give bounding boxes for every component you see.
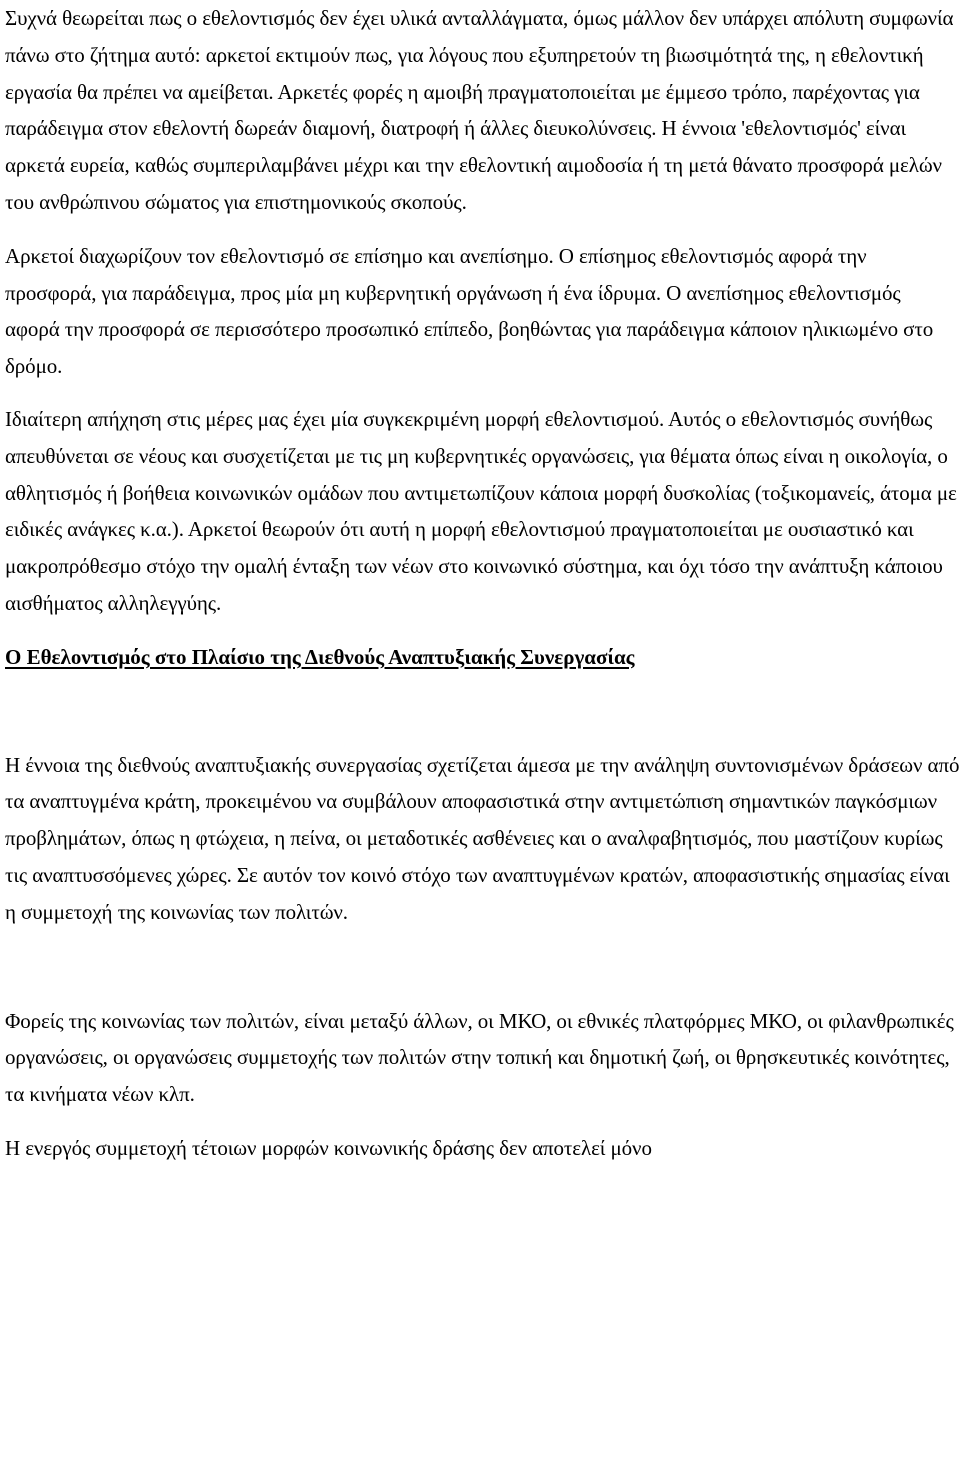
paragraph-civil-society-actors: Φορείς της κοινωνίας των πολιτών, είναι μεταξύ άλλων, οι ΜΚΟ, οι εθνικές πλατφόρμες ΜΚΟ, οι φιλανθρωπικές οργανώσεις, οι οργανώσεις συμμετοχής των πολιτών στην τοπική και δημοτική ζωή, οι θρησκευτικές κοινότητες, τα κινήματα νέων κλπ.: [5, 1008, 954, 1107]
document-page: [5, 0, 960, 1167]
paragraph-spacer: [5, 622, 960, 639]
paragraph-development-cooperation: Η έννοια της διεθνούς αναπτυξιακής συνεργασίας σχετίζεται άμεσα με την ανάληψη συντονισμένων δράσεων από τα αναπτυγμένα κράτη, προκειμένου να συμβάλουν αποφασιστικά στην αντιμετώπιση σημαντικών παγκόσμιων προβλημάτων, όπως η φτώχεια, η πείνα, οι μεταδοτικές ασθένειες και ο αναλφαβητισμός, που μαστίζουν κυρίως τις αναπτυσσόμενες χώρες. Σε αυτόν τον κοινό στόχο των αναπτυγμένων κρατών, αποφασιστικής σημασίας είναι η συμμετοχή της κοινωνίας των πολιτών.: [5, 752, 960, 924]
paragraph-spacer: [5, 1113, 960, 1130]
section-heading: Ο Εθελοντισμός στο Πλαίσιο της Διεθνούς Αναπτυξιακής Συνεργασίας: [5, 644, 635, 669]
paragraph-volunteering-compensation: Συχνά θεωρείται πως ο εθελοντισμός δεν έχει υλικά ανταλλάγματα, όμως μάλλον δεν υπάρχει απόλυτη συμφωνία πάνω στο ζήτημα αυτό: αρκετοί εκτιμούν πως, για λόγους που εξυπηρετούν τη βιωσιμότητά της, η εθελοντική εργασία θα πρέπει να αμείβεται. Αρκετές φορές η αμοιβή πραγματοποιείται με έμμεσο τρόπο, παρέχοντας για παράδειγμα στον εθελοντή δωρεάν διαμονή, διατροφή ή άλλες διευκολύνσεις. Η έννοια 'εθελοντισμός' είναι αρκετά ευρεία, καθώς συμπεριλαμβάνει μέχρι και την εθελοντική αιμοδοσία ή τη μετά θάνατο προσφορά μελών του ανθρώπινου σώματος για επιστημονικούς σκοπούς.: [5, 6, 954, 214]
paragraph-active-participation: Η ενεργός συμμετοχή τέτοιων μορφών κοινωνικής δράσης δεν αποτελεί μόνο: [5, 1135, 652, 1160]
section-spacer: [5, 676, 960, 747]
paragraph-spacer: [5, 385, 960, 401]
paragraph-formal-informal: Αρκετοί διαχωρίζουν τον εθελοντισμό σε επίσημο και ανεπίσημο. Ο επίσημος εθελοντισμός αφορά την προσφορά, για παράδειγμα, προς μία μη κυβερνητική οργάνωση ή ένα ίδρυμα. Ο ανεπίσημος εθελοντισμός αφορά την προσφορά σε περισσότερο προσωπικό επίπεδο, βοηθώντας για παράδειγμα κάποιον ηλικιωμένο στο δρόμο.: [5, 243, 934, 379]
paragraph-youth-volunteering: Ιδιαίτερη απήχηση στις μέρες μας έχει μία συγκεκριμένη μορφή εθελοντισμού. Αυτός ο εθελοντισμός συνήθως απευθύνεται σε νέους και συσχετίζεται με τις μη κυβερνητικές οργανώσεις, για θέματα όπως είναι η οικολογία, ο αθλητισμός ή βοήθεια κοινωνικών ομάδων που αντιμετωπίζουν κάποια μορφή δυσκολίας (τοξικομανείς, άτομα με ειδικές ανάγκες κ.α.). Αρκετοί θεωρούν ότι αυτή η μορφή εθελοντισμού πραγματοποιείται με ουσιαστικό και μακροπρόθεσμο στόχο την ομαλή ένταξη των νέων στο κοινωνικό σύστημα, και όχι τόσο την ανάπτυξη κάποιου αισθήματος αλληλεγγύης.: [5, 406, 957, 615]
section-spacer: [5, 931, 960, 1003]
paragraph-spacer: [5, 221, 960, 238]
